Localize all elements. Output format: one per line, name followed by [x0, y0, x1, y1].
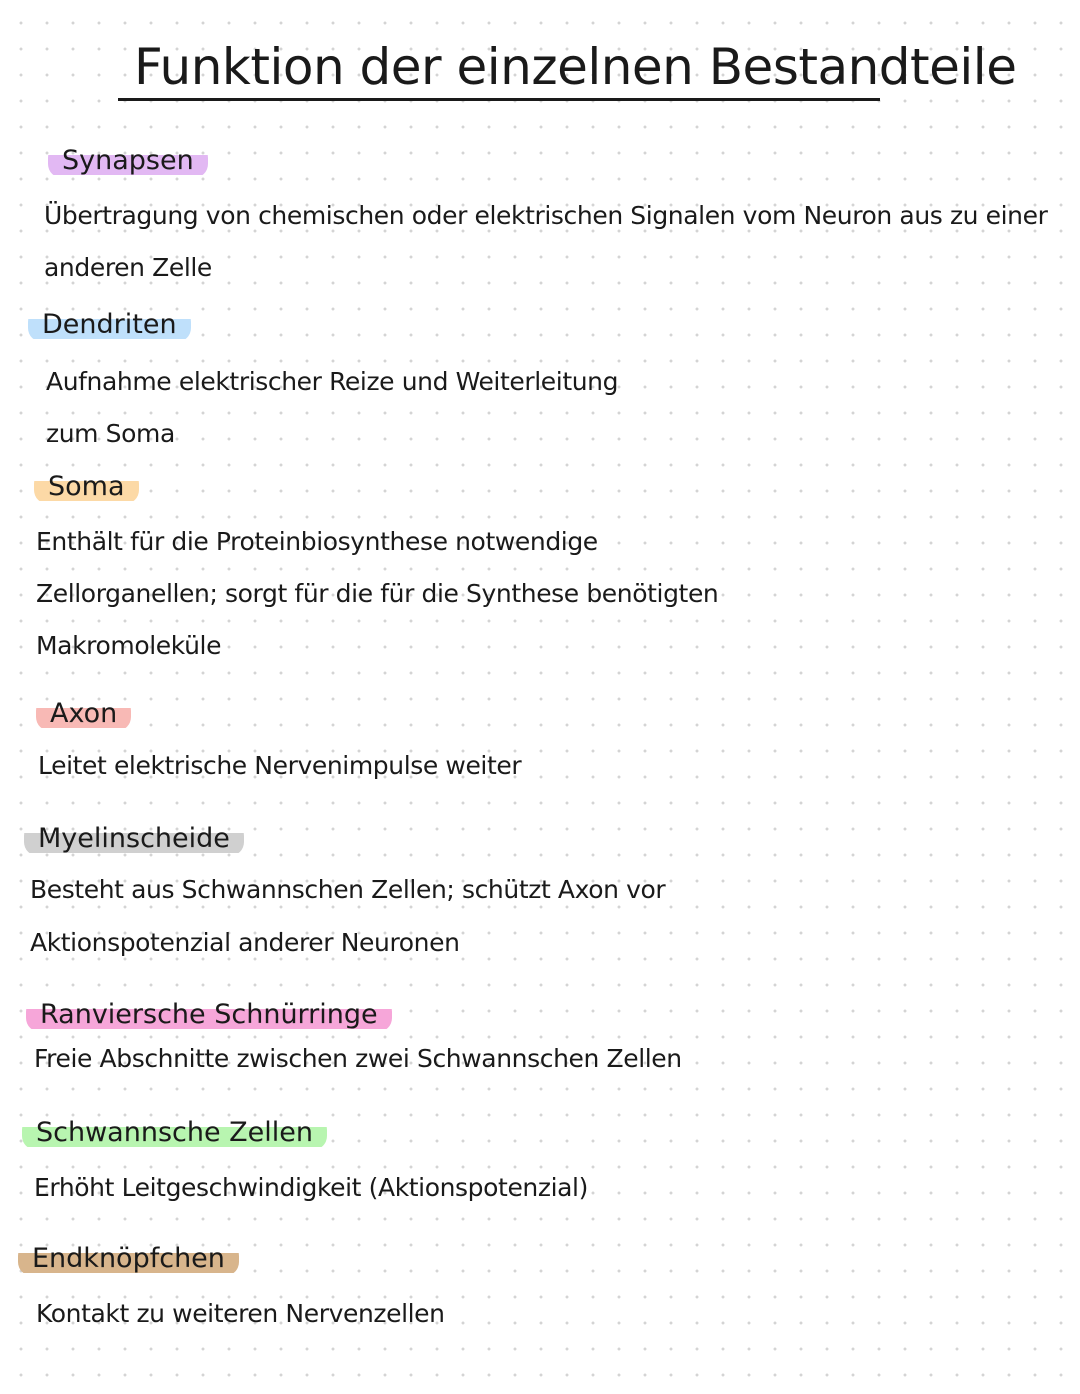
text-ranviersche-schnuerringe-line-1: Freie Abschnitte zwischen zwei Schwannschen Zellen	[34, 1044, 682, 1073]
text-axon-line-1: Leitet elektrische Nervenimpulse weiter	[38, 751, 522, 780]
text-soma-line-1: Enthält für die Proteinbiosynthese notwendige	[36, 527, 598, 556]
highlight-synapsen: Synapsen	[48, 144, 208, 178]
heading-myelinscheide	[24, 822, 244, 856]
heading-soma	[34, 470, 139, 504]
heading-ranviersche-schnuerringe	[26, 998, 392, 1032]
heading-synapsen	[48, 144, 208, 178]
heading-endknoepfchen	[18, 1242, 239, 1276]
highlight-schwannsche-zellen: Schwannsche Zellen	[22, 1116, 327, 1150]
text-dendriten-line-2: zum Soma	[46, 419, 175, 448]
text-soma-line-3: Makromoleküle	[36, 631, 222, 660]
text-dendriten-line-1: Aufnahme elektrischer Reize und Weiterleitung	[46, 367, 619, 396]
heading-dendriten	[28, 308, 191, 342]
highlight-axon: Axon	[36, 697, 131, 731]
highlight-dendriten: Dendriten	[28, 308, 191, 342]
text-endknoepfchen-line-1: Kontakt zu weiteren Nervenzellen	[36, 1299, 445, 1328]
text-schwannsche-zellen-line-1: Erhöht Leitgeschwindigkeit (Aktionspotenzial)	[34, 1173, 588, 1202]
text-myelinscheide-line-1: Besteht aus Schwannschen Zellen; schützt Axon vor	[30, 875, 666, 904]
highlight-myelinscheide: Myelinscheide	[24, 822, 244, 856]
text-synapsen-line-1: Übertragung von chemischen oder elektrischen Signalen vom Neuron aus zu einer	[44, 201, 1048, 230]
text-synapsen-line-2: anderen Zelle	[44, 253, 212, 282]
text-myelinscheide-line-2: Aktionspotenzial anderer Neuronen	[30, 928, 460, 957]
heading-axon	[36, 697, 131, 731]
highlight-ranviersche-schnuerringe: Ranviersche Schnürringe	[26, 998, 392, 1032]
text-soma-line-2: Zellorganellen; sorgt für die für die Synthese benötigten	[36, 579, 719, 608]
highlight-soma: Soma	[34, 470, 139, 504]
heading-schwannsche-zellen	[22, 1116, 327, 1150]
page-title: Funktion der einzelnen Bestandteile	[118, 36, 880, 101]
highlight-endknoepfchen: Endknöpfchen	[18, 1242, 239, 1276]
